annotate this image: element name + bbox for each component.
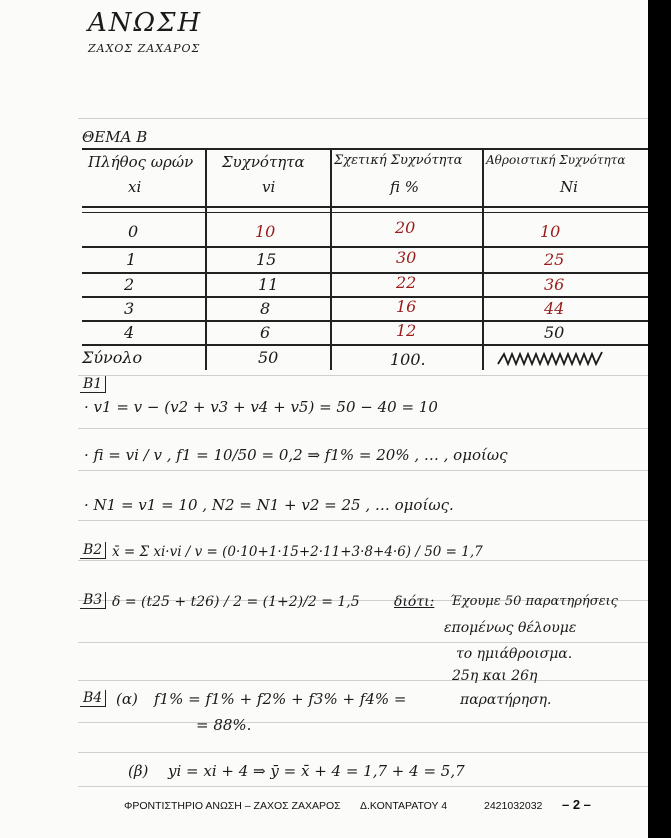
footer-page-number: – 2 – <box>562 797 591 812</box>
header-relative-frequency: Σχετική Συχνότητα <box>334 153 463 168</box>
b1-label: B1 <box>80 376 106 393</box>
b4-label: B4 <box>80 690 106 707</box>
b3-label: B3 <box>80 592 106 609</box>
row-2-N: 36 <box>544 275 565 294</box>
row-3-x: 3 <box>124 299 135 318</box>
row-1-v: 15 <box>256 250 277 269</box>
row-4-x: 4 <box>124 323 135 342</box>
b3-reason-line2: επομένως θέλουμε <box>444 620 577 636</box>
header-cumulative-frequency: Αθροιστική Συχνότητα <box>486 153 626 167</box>
row-0-x: 0 <box>128 222 139 241</box>
b4b-label: (β) <box>128 762 149 780</box>
brand-subtitle: ΖΑΧΟΣ ΖΑΧΑΡΟΣ <box>88 42 201 55</box>
total-v: 50 <box>258 348 279 367</box>
b3-reason-line3: το ημιάθροισμα. <box>456 646 573 662</box>
b4a-formula: f1% = f1% + f2% + f3% + f4% = <box>154 690 407 708</box>
b3-reason-line4: 25η και 26η <box>452 668 538 684</box>
footer-school: ΦΡΟΝΤΙΣΤΗΡΙΟ ΑΝΩΣΗ – ΖΑΧΟΣ ΖΑΧΑΡΟΣ <box>124 800 341 812</box>
row-3-f: 16 <box>396 297 417 316</box>
b3-reason-word: διότι: <box>394 594 435 610</box>
row-2-x: 2 <box>124 275 135 294</box>
row-3-v: 8 <box>260 299 271 318</box>
header-frequency-symbol: vi <box>262 178 276 196</box>
row-4-v: 6 <box>260 323 271 342</box>
header-relative-frequency-symbol: fi % <box>390 178 420 196</box>
row-0-f: 20 <box>395 218 416 237</box>
row-1-x: 1 <box>126 250 137 269</box>
row-2-f: 22 <box>396 273 417 292</box>
row-0-N: 10 <box>540 222 561 241</box>
b4a-result: = 88%. <box>196 716 252 734</box>
scribble-mark <box>496 350 616 368</box>
section-title: ΘΕΜΑ Β <box>82 128 148 146</box>
header-frequency: Συχνότητα <box>222 153 305 171</box>
total-f: 100. <box>390 350 426 369</box>
b2-formula: x̄ = Σ xi·vi / v = (0·10+1·15+2·11+3·8+4·6) / 50 = 1,7 <box>112 544 483 560</box>
b1-line3: · N1 = v1 = 10 , N2 = N1 + v2 = 25 , … ομοίως. <box>84 496 454 514</box>
footer-phone: 2421032032 <box>484 800 543 812</box>
row-1-f: 30 <box>396 248 417 267</box>
total-label: Σύνολο <box>82 348 143 367</box>
footer-address: Δ.ΚΟΝΤΑΡΑΤΟΥ 4 <box>360 800 448 812</box>
row-4-N: 50 <box>544 323 565 342</box>
header-hours: Πλήθος ωρών <box>88 153 194 171</box>
header-cumulative-frequency-symbol: Ni <box>560 178 578 196</box>
row-1-N: 25 <box>544 250 565 269</box>
row-4-f: 12 <box>396 321 417 340</box>
row-2-v: 11 <box>258 275 279 294</box>
brand-logo: ΑΝΩΣΗ <box>88 8 203 38</box>
b4a-label: (α) <box>116 690 138 708</box>
b3-reason-line1: Έχουμε 50 παρατηρήσεις <box>450 594 618 609</box>
b3-formula: δ = (t25 + t26) / 2 = (1+2)/2 = 1,5 <box>112 594 360 610</box>
header-hours-symbol: xi <box>128 178 142 196</box>
b1-line2: · fi = vi / v , f1 = 10/50 = 0,2 ⇒ f1% = 20% , … , ομοίως <box>84 446 508 464</box>
b2-label: B2 <box>80 542 106 559</box>
row-0-v: 10 <box>255 222 276 241</box>
b3-reason-line5: παρατήρηση. <box>460 692 552 708</box>
b4b-formula: yi = xi + 4 ⇒ ȳ = x̄ + 4 = 1,7 + 4 = 5,7 <box>168 762 465 780</box>
b1-line1: · v1 = v − (v2 + v3 + v4 + v5) = 50 − 40 = 10 <box>84 398 438 416</box>
row-3-N: 44 <box>544 299 565 318</box>
